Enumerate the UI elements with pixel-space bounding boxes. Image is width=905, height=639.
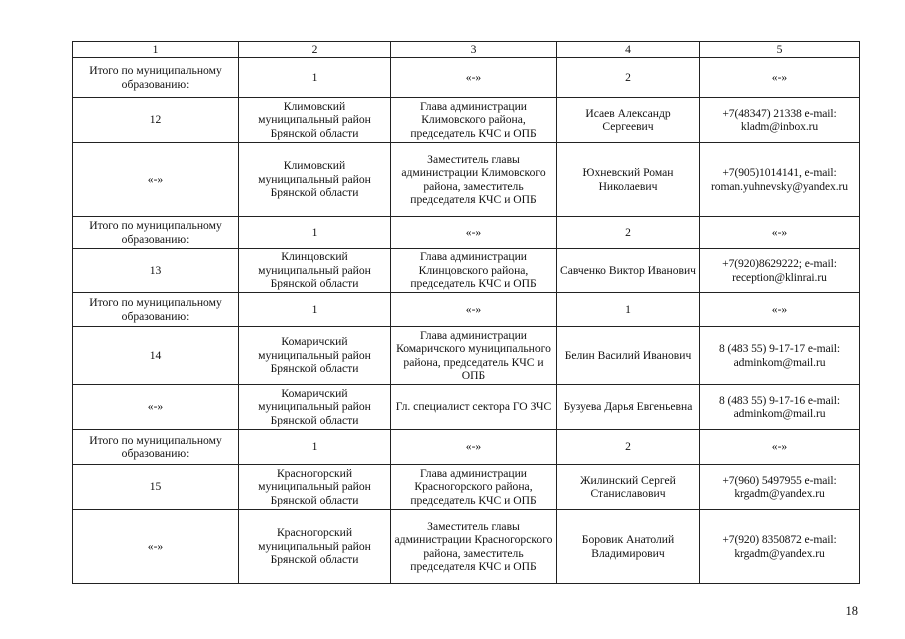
position-cell: Заместитель главы администрации Красногорского района, заместитель председателя КЧС и ОПБ	[391, 510, 557, 584]
total-count-cell: 1	[239, 430, 391, 465]
contact-cell: +7(960) 5497955 e-mail: krgadm@yandex.ru	[700, 465, 860, 510]
person-name-cell: Савченко Виктор Иванович	[557, 249, 700, 293]
table-row	[73, 143, 860, 217]
person-name-cell: Жилинский Сергей Станиславович	[557, 465, 700, 510]
district-cell: Клинцовский муниципальный район Брянской области	[239, 249, 391, 293]
total-persons-cell: 2	[557, 217, 700, 249]
total-label-cell: Итого по муниципальному образованию:	[73, 217, 239, 249]
total-count-cell: 1	[239, 217, 391, 249]
total-contacts-cell: «-»	[700, 293, 860, 327]
total-count-cell: 1	[239, 293, 391, 327]
total-contacts-cell: «-»	[700, 430, 860, 465]
contact-cell: +7(48347) 21338 e-mail: kladm@inbox.ru	[700, 98, 860, 143]
table-row	[73, 465, 860, 510]
district-cell: Комаричский муниципальный район Брянской области	[239, 327, 391, 385]
person-name-cell: Боровик Анатолий Владимирович	[557, 510, 700, 584]
district-cell: Красногорский муниципальный район Брянской области	[239, 465, 391, 510]
person-name-cell: Юхневский Роман Николаевич	[557, 143, 700, 217]
total-position-cell: «-»	[391, 58, 557, 98]
total-label-cell: Итого по муниципальному образованию:	[73, 430, 239, 465]
district-cell: Климовский муниципальный район Брянской области	[239, 98, 391, 143]
table-row	[73, 98, 860, 143]
row-number-cell: 12	[73, 98, 239, 143]
header-cell-col-1: 1	[73, 42, 239, 58]
total-row	[73, 58, 860, 98]
table-row	[73, 249, 860, 293]
total-label-cell: Итого по муниципальному образованию:	[73, 58, 239, 98]
contact-cell: +7(920) 8350872 e-mail: krgadm@yandex.ru	[700, 510, 860, 584]
contact-cell: 8 (483 55) 9-17-17 e-mail: adminkom@mail.ru	[700, 327, 860, 385]
total-position-cell: «-»	[391, 217, 557, 249]
row-number-cell: «-»	[73, 143, 239, 217]
row-number-cell: 15	[73, 465, 239, 510]
position-cell: Глава администрации Комаричского муниципального района, председатель КЧС и ОПБ	[391, 327, 557, 385]
total-contacts-cell: «-»	[700, 217, 860, 249]
row-number-cell: «-»	[73, 510, 239, 584]
page-number: 18	[845, 604, 858, 618]
total-count-cell: 1	[239, 58, 391, 98]
contact-cell: +7(920)8629222; e-mail: reception@klinrai.ru	[700, 249, 860, 293]
header-cell-col-4: 4	[557, 42, 700, 58]
table-row	[73, 385, 860, 430]
position-cell: Глава администрации Красногорского района, председатель КЧС и ОПБ	[391, 465, 557, 510]
total-persons-cell: 1	[557, 293, 700, 327]
total-persons-cell: 2	[557, 58, 700, 98]
total-position-cell: «-»	[391, 430, 557, 465]
contact-cell: 8 (483 55) 9-17-16 e-mail: adminkom@mail.ru	[700, 385, 860, 430]
row-number-cell: 13	[73, 249, 239, 293]
header-cell-col-5: 5	[700, 42, 860, 58]
total-row	[73, 430, 860, 465]
table-header-row	[73, 42, 860, 58]
district-cell: Климовский муниципальный район Брянской области	[239, 143, 391, 217]
person-name-cell: Исаев Александр Сергеевич	[557, 98, 700, 143]
total-row	[73, 293, 860, 327]
person-name-cell: Бузуева Дарья Евгеньевна	[557, 385, 700, 430]
position-cell: Гл. специалист сектора ГО ЗЧС	[391, 385, 557, 430]
row-number-cell: «-»	[73, 385, 239, 430]
header-cell-col-2: 2	[239, 42, 391, 58]
total-position-cell: «-»	[391, 293, 557, 327]
district-cell: Комаричский муниципальный район Брянской области	[239, 385, 391, 430]
district-cell: Красногорский муниципальный район Брянской области	[239, 510, 391, 584]
person-name-cell: Белин Василий Иванович	[557, 327, 700, 385]
contact-cell: +7(905)1014141, e-mail: roman.yuhnevsky@yandex.ru	[700, 143, 860, 217]
position-cell: Заместитель главы администрации Климовского района, заместитель председателя КЧС и ОПБ	[391, 143, 557, 217]
officials-table	[72, 41, 860, 584]
position-cell: Глава администрации Клинцовского района, председатель КЧС и ОПБ	[391, 249, 557, 293]
total-contacts-cell: «-»	[700, 58, 860, 98]
total-label-cell: Итого по муниципальному образованию:	[73, 293, 239, 327]
total-row	[73, 217, 860, 249]
position-cell: Глава администрации Климовского района, председатель КЧС и ОПБ	[391, 98, 557, 143]
total-persons-cell: 2	[557, 430, 700, 465]
header-cell-col-3: 3	[391, 42, 557, 58]
row-number-cell: 14	[73, 327, 239, 385]
table-row	[73, 510, 860, 584]
table-row	[73, 327, 860, 385]
